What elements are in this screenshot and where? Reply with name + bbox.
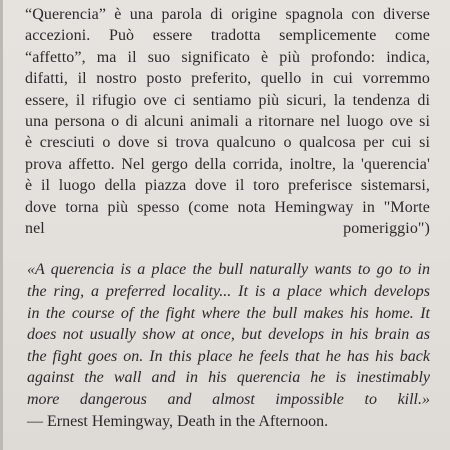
paragraph-line: essere, il rifugio ove ci sentiamo più sicuri, la tendenza di	[25, 91, 430, 109]
italian-paragraph	[25, 4, 430, 239]
quote-line: against the wall and in his querencia he is inestimably	[27, 369, 430, 387]
paragraph-line: “Querencia” è una parola di origine spagnola con diverse	[25, 6, 430, 23]
quote-line: «A querencia is a place the bull naturally wants to go to in	[27, 261, 430, 279]
paragraph-line: dove torna più spesso (come nota Hemingway in "Morte	[25, 198, 430, 216]
quote-line: more dangerous and almost impossible to kill.»	[27, 391, 430, 409]
quote-line: the ring, a preferred locality... It is a place which develops	[27, 283, 430, 301]
quote-line: does not usually show at once, but develops in his brain as	[27, 326, 430, 344]
quote-line: the fight goes on. In this place he feels that he has his back	[27, 347, 430, 365]
hemingway-quote	[27, 259, 430, 431]
paragraph-line: è cresciuti o dove si trova qualcuno o qualcosa per cui si	[25, 134, 430, 152]
paragraph-line: è il luogo della piazza dove il toro preferisce sistemarsi,	[25, 177, 430, 195]
quote-attribution: — Ernest Hemingway, Death in the Afternoon.	[27, 412, 329, 430]
paragraph-line: prova affetto. Nel gergo della corrida, inoltre, la 'querencia'	[25, 155, 430, 173]
paragraph-line: difatti, il nostro posto preferito, quello in cui vorremmo	[25, 70, 430, 88]
quote-line: in the course of the fight where the bull makes his home. It	[27, 304, 430, 322]
paragraph-line: nel pomeriggio")	[25, 220, 430, 238]
paragraph-line: accezioni. Può essere tradotta semplicemente come	[25, 27, 430, 45]
paragraph-line: “affetto”, ma il suo significato è più profondo: indica,	[25, 48, 430, 66]
paragraph-line: una persona o di alcuni animali a ritornare nel luogo ove si	[25, 113, 430, 131]
